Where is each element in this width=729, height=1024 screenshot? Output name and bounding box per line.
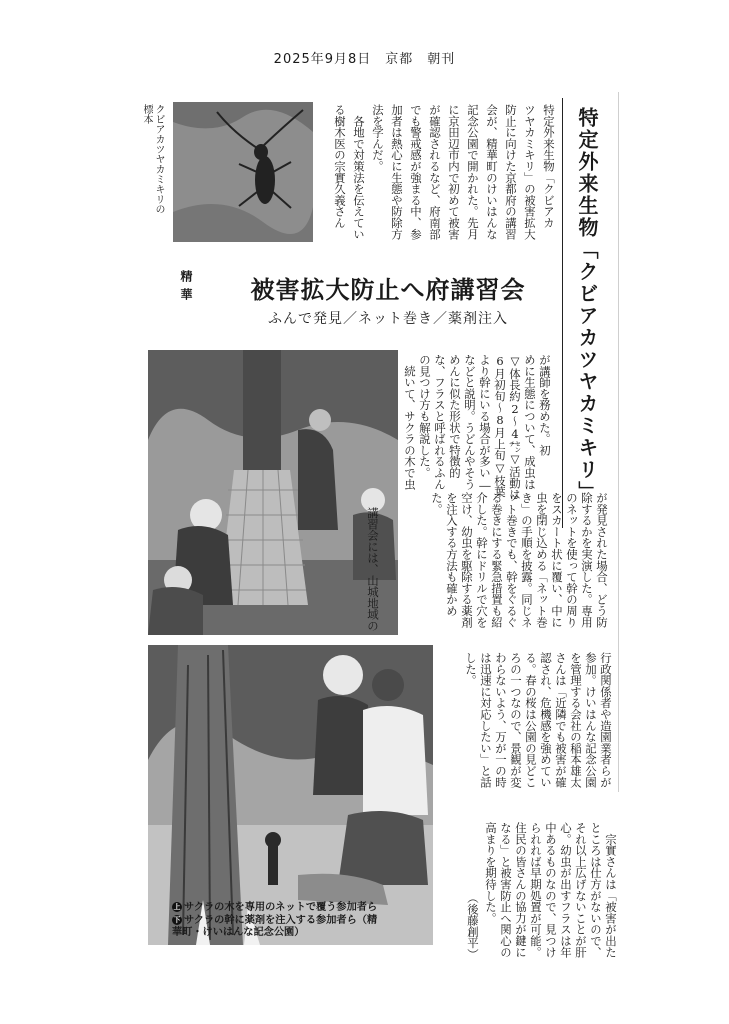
- specimen-caption-line: 標本: [141, 104, 152, 124]
- lead-col: に京田辺市内で初めて被害: [447, 104, 461, 240]
- right-col: られれば早期処置が可能。: [529, 822, 543, 958]
- right-col: が発見された場合、どう防: [595, 492, 609, 628]
- lead-col: ツヤカミキリ」の被害拡大: [523, 104, 537, 240]
- lead-col: 会が、精華町のけいはんな: [485, 104, 499, 240]
- right-col: 行政関係者や造園業者らが: [599, 652, 613, 788]
- upper-photo-net-wrapping: [148, 350, 398, 635]
- right-col: 心。幼虫が出すフラスは年: [559, 822, 573, 958]
- right-col: を注入する方法も確かめ: [445, 492, 459, 617]
- lead-col: が確認されるなど、府南部: [428, 104, 442, 240]
- subheadline: ふんで発見／ネット巻き／薬剤注入: [268, 311, 508, 327]
- headline-block: [178, 270, 558, 340]
- caption-lower: [172, 915, 442, 928]
- right-col: をスカート状に覆い、中に: [550, 492, 564, 628]
- right-col: を管理する会社の稲本雄太: [569, 652, 583, 788]
- right-col: ろの一つなので、景観が変: [509, 652, 523, 788]
- mid-col: めんに似た形状で特徴的: [448, 354, 462, 479]
- right-col: 虫を閉じ込める「ネット巻: [535, 492, 549, 628]
- mid-col: が講師を務めた。初: [538, 354, 552, 456]
- right-col: 高まりを期待した。: [484, 822, 498, 924]
- right-col: それ以上広げないことが肝: [574, 822, 588, 958]
- mid-col: な、フラスと呼ばれるふん: [433, 354, 447, 490]
- right-col: 介した。幹にドリルで穴を: [475, 492, 489, 628]
- beetle-specimen-photo: [173, 102, 313, 242]
- upper-mark: 上: [173, 903, 181, 911]
- right-col: 参加。けいはんな記念公園: [584, 652, 598, 788]
- lead-col: 各地で対策法を伝えてい: [352, 104, 366, 240]
- caption-lower-cont: 華町・けいはんな記念公園）: [172, 927, 305, 938]
- mid-col: より幹にいる場合が多い―: [478, 354, 492, 493]
- right-col: 中あるものなので、見つけ: [544, 822, 558, 958]
- dateline: 2025年9月8日 京都 朝刊: [273, 52, 456, 67]
- photo-captions: [172, 902, 442, 940]
- lead-col: でも警戒感が強まる中、参: [409, 104, 423, 240]
- lead-col: 加者は熱心に生態や防除方: [390, 104, 404, 240]
- mid-col: 6月初旬～8月上旬▽枝葉: [493, 354, 507, 498]
- right-col: のネットを使って幹の周り: [565, 492, 579, 628]
- right-col: した。: [464, 652, 478, 686]
- headline-rule: [562, 98, 563, 528]
- headline: 被害拡大防止へ府講習会: [250, 276, 526, 304]
- right-col: 住民の皆さんの協力が鍵に: [514, 822, 528, 958]
- vertical-headline: 特定外来生物「クビアカツヤカミキリ」: [575, 107, 599, 503]
- byline: （後藤創平）: [466, 892, 480, 960]
- right-col: ところは仕方がないので、: [589, 822, 603, 958]
- right-col: ット巻きでも、幹をぐるぐ: [505, 492, 519, 628]
- lower-mark: 下: [173, 915, 181, 924]
- lower-photo-chemical-injection: [148, 645, 433, 945]
- specimen-caption-line: クビアカツヤカミキリの: [153, 104, 164, 214]
- lead-text: [323, 104, 556, 254]
- right-col: き」の手順を披露。同じネ: [520, 492, 534, 628]
- right-text-2: [438, 652, 613, 812]
- right-col: は迅速に対応したい」と話: [479, 652, 493, 788]
- right-col: さんは「近隣でも被害が確: [554, 652, 568, 788]
- caption-upper: [172, 902, 442, 915]
- right-text-1: [418, 492, 608, 652]
- mid-tail-col: 講習会には、山城地域の: [366, 507, 380, 632]
- lead-col: 記念公園で開かれた。先月: [466, 104, 480, 240]
- lead-col: 防止に向けた京都府の講習: [504, 104, 518, 240]
- mid-col: の見つけ方も解説した。: [418, 354, 432, 479]
- right-col: る。春の桜は公園の見どこ: [524, 652, 538, 788]
- caption-lower-text: サクラの幹に薬剤を注入する参加者ら（精: [184, 914, 378, 926]
- right-col: 認され、危機感を強めてい: [539, 652, 553, 788]
- lead-col: 特定外来生物「クビアカ: [542, 104, 556, 229]
- right-col: わらないよう、万が一の時: [494, 652, 508, 788]
- right-col: 空け、幼虫を駆除する薬剤: [460, 492, 474, 628]
- right-col: 宗實さんは「被害が出た: [604, 822, 618, 958]
- lead-col: 法を学んだ。: [371, 104, 385, 172]
- lead-col: る樹木医の宗實久義さん: [333, 104, 347, 229]
- mid-col: などと説明。うどんやそう: [463, 354, 477, 490]
- mid-col: 続いて、サクラの木で虫: [403, 354, 417, 490]
- caption-upper-text: サクラの木を専用のネットで覆う参加者ら: [184, 902, 378, 913]
- mid-col: めに生態について、成虫は: [523, 354, 537, 490]
- right-col: た。: [430, 492, 444, 515]
- place-label: 精華: [179, 270, 193, 306]
- mid-col: ▽体長約2～4㌢▽活動は: [508, 354, 522, 501]
- right-col: 除するかを実演した。専用: [580, 492, 594, 628]
- right-text-3: [453, 822, 618, 982]
- clipping-edge: [618, 92, 619, 792]
- right-col: なる」と被害防止へ関心の: [499, 822, 513, 958]
- newspaper-clipping: [118, 92, 618, 960]
- right-col: る巻きにする緊急措置も紹: [490, 492, 504, 628]
